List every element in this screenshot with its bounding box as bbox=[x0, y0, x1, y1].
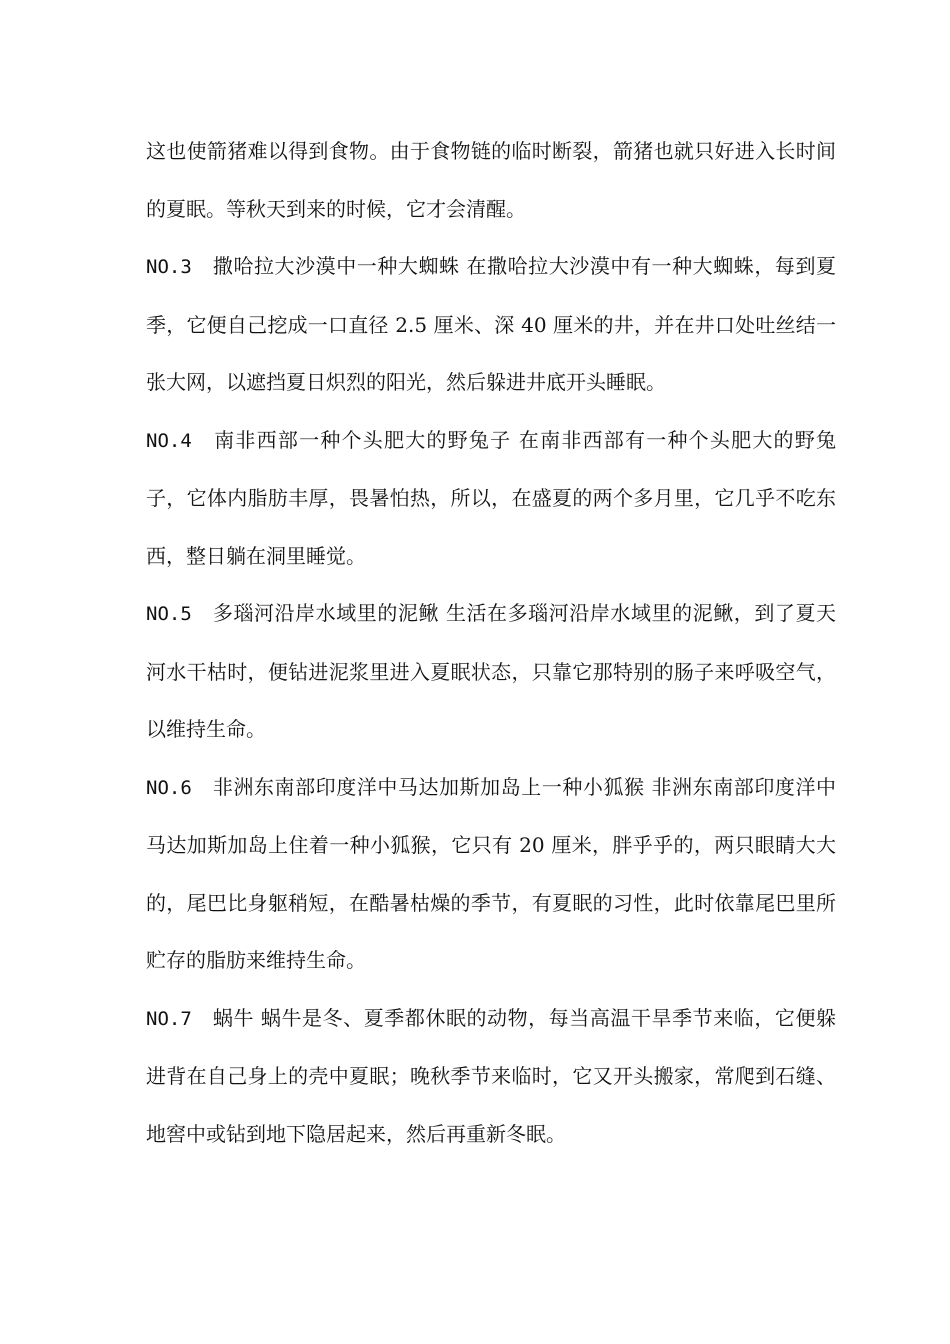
paragraph-text: 非洲东南部印度洋中马达加斯加岛上一种小狐猴 非洲东南部印度洋中马达加斯加岛上住着一种小狐猴，它只有 20 厘米，胖乎乎的，两只眼睛大大的，尾巴比身躯稍短，在酷暑枯燥的季节，有夏眠的习性，此时依靠尾巴里所贮存的脂肪来维持生命。 bbox=[146, 774, 836, 972]
paragraph-text: 撒哈拉大沙漠中一种大蜘蛛 在撒哈拉大沙漠中有一种大蜘蛛，每到夏季，它便自己挖成一口直径 2.5 厘米、深 40 厘米的井，并在井口处吐丝结一张大网，以遮挡夏日炽烈的阳光，然后躲进井底开头睡眠。 bbox=[146, 254, 836, 394]
paragraph-no3 bbox=[146, 238, 836, 412]
paragraph-no4 bbox=[146, 412, 836, 586]
body-text bbox=[146, 123, 836, 1163]
paragraph-text: 这也使箭猪难以得到食物。由于食物链的临时断裂，箭猪也就只好进入长时间的夏眠。等秋天到来的时候，它才会清醒。 bbox=[146, 139, 836, 221]
paragraph-no6 bbox=[146, 759, 836, 990]
paragraph-no7 bbox=[146, 990, 836, 1164]
paragraph-text: 蜗牛 蜗牛是冬、夏季都休眠的动物，每当高温干旱季节来临，它便躲进背在自己身上的壳中夏眠；晚秋季节来临时，它又开头搬家，常爬到石缝、地窖中或钻到地下隐居起来，然后再重新冬眠。 bbox=[146, 1005, 836, 1146]
paragraph-number: NO.3 bbox=[146, 256, 192, 278]
paragraph-number: NO.5 bbox=[146, 603, 192, 625]
paragraph-text: 多瑙河沿岸水域里的泥鳅 生活在多瑙河沿岸水域里的泥鳅，到了夏天河水干枯时，便钻进泥浆里进入夏眠状态，只靠它那特别的肠子来呼吸空气，以维持生命。 bbox=[146, 601, 836, 741]
paragraph-continuation bbox=[146, 123, 836, 238]
paragraph-text: 南非西部一种个头肥大的野兔子 在南非西部有一种个头肥大的野兔子，它体内脂肪丰厚，畏暑怕热，所以，在盛夏的两个多月里，它几乎不吃东西，整日躺在洞里睡觉。 bbox=[146, 427, 836, 568]
paragraph-number: NO.7 bbox=[146, 1007, 192, 1030]
paragraph-number: NO.6 bbox=[146, 776, 192, 799]
paragraph-number: NO.4 bbox=[146, 429, 192, 452]
paragraph-no5 bbox=[146, 585, 836, 759]
